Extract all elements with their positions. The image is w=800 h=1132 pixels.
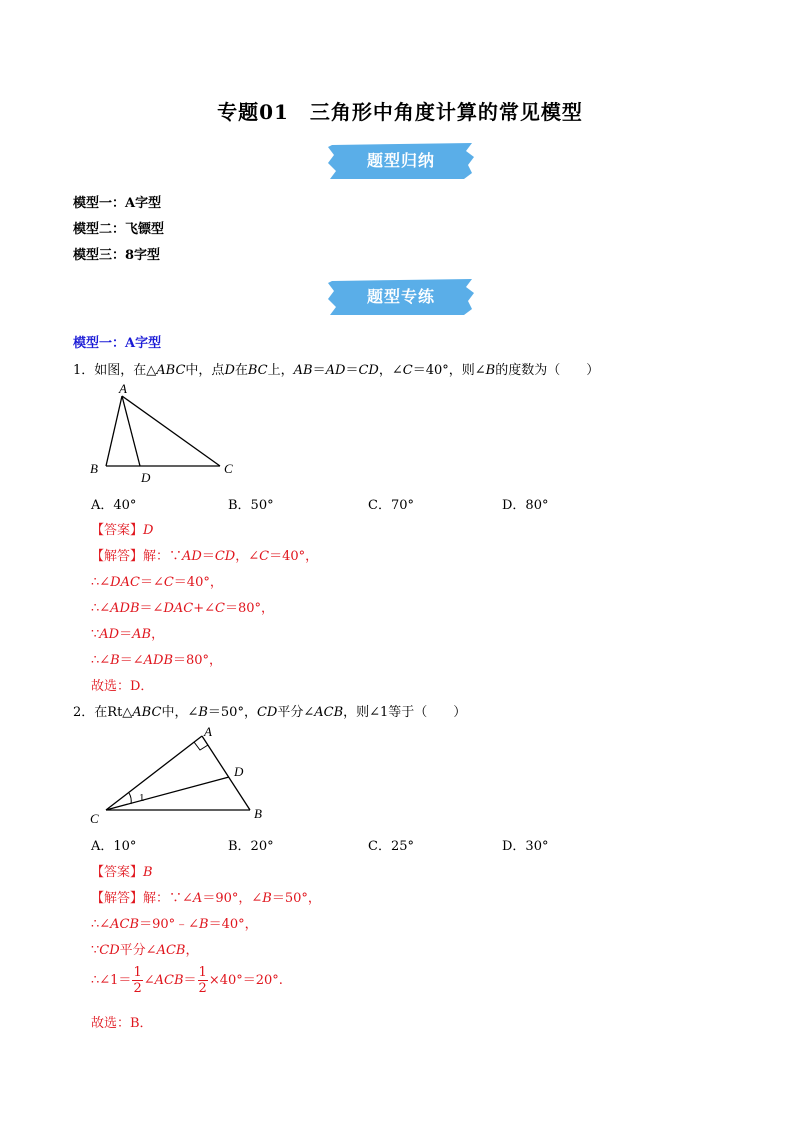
- vertex-label-d: D: [234, 764, 244, 779]
- q1-analysis-line-2: ∴∠DAC＝∠C＝40°，: [91, 575, 223, 590]
- q2-analysis-line-4: ∴∠1＝ $\frac{1}{2}$ ∠ACB＝ $\frac{1}{2}$ ×40°＝20°.: [91, 965, 283, 996]
- q2-analysis-line-1: 【解答】解：∵∠A＝90°，∠B＝50°，: [91, 891, 321, 906]
- vertex-label-c: C: [90, 811, 99, 826]
- question-1-stem: 1．如图，在△ABC中，点D在BC上，AB＝AD＝CD，∠C＝40°，则∠B的度数为（ ）: [73, 363, 600, 378]
- question-2-figure: [84, 722, 274, 830]
- answer-label: 【答案】: [91, 523, 144, 538]
- vertex-label-a: A: [119, 381, 127, 396]
- angle-1-label: 1: [139, 792, 145, 804]
- q2-option-b[interactable]: B．20°: [228, 839, 274, 854]
- model-item-1: 模型一：A字型: [73, 196, 162, 211]
- answer-label: 【答案】: [91, 865, 144, 880]
- q1-option-c[interactable]: C．70°: [368, 498, 414, 513]
- q2-option-c[interactable]: C．25°: [368, 839, 414, 854]
- vertex-label-b: B: [254, 806, 262, 821]
- q2-option-d[interactable]: D．30°: [502, 839, 549, 854]
- question-2-stem: 2．在Rt△ABC中，∠B＝50°，CD平分∠ACB，则∠1等于（ ）: [73, 705, 467, 720]
- model-item-2: 模型二：飞镖型: [73, 222, 165, 237]
- q1-analysis-line-5: ∴∠B＝∠ADB＝80°，: [91, 653, 223, 668]
- analysis-label: 【解答】: [91, 891, 144, 906]
- answer-value: D: [143, 523, 154, 538]
- q1-option-a[interactable]: A．40°: [91, 498, 137, 513]
- question-1-figure: [84, 380, 244, 486]
- angle-1-arc: [129, 793, 131, 804]
- banner-label: 题型专练: [366, 287, 435, 306]
- q2-conclusion: 故选：B．: [91, 1016, 153, 1031]
- page-title: 专题01 三角形中角度计算的常见模型: [217, 100, 583, 124]
- q1-analysis-line-1: 【解答】解：∵AD＝CD，∠C＝40°，: [91, 549, 319, 564]
- side-ab: [106, 396, 122, 466]
- model-item-3: 模型三：8字型: [73, 248, 161, 263]
- question-number: 2．: [73, 705, 95, 720]
- q1-answer: [91, 519, 153, 538]
- fraction-half: $\frac{1}{2}$: [133, 965, 142, 996]
- bisector-cd: [106, 777, 229, 810]
- banner-label: 题型归纳: [366, 151, 435, 170]
- q2-option-a[interactable]: A．10°: [91, 839, 137, 854]
- q1-analysis-line-4: ∵AD＝AB，: [91, 627, 165, 642]
- answer-value: B: [143, 865, 153, 880]
- vertex-label-c: C: [224, 461, 233, 476]
- q1-option-d[interactable]: D．80°: [502, 498, 549, 513]
- vertex-label-a: A: [204, 724, 212, 739]
- q1-option-b[interactable]: B．50°: [228, 498, 274, 513]
- q2-answer: [91, 861, 153, 880]
- question-number: 1．: [73, 363, 95, 378]
- vertex-label-d: D: [141, 470, 151, 485]
- section-banner-types: [326, 141, 476, 181]
- side-ca: [106, 736, 202, 810]
- q1-conclusion: 故选：D．: [91, 679, 154, 694]
- q2-analysis-line-2: ∴∠ACB＝90°﹣∠B＝40°，: [91, 917, 258, 932]
- vertex-label-b: B: [90, 461, 98, 476]
- q2-analysis-line-3: ∵CD平分∠ACB，: [91, 943, 199, 958]
- section-heading: 模型一：A字型: [73, 336, 162, 351]
- q1-analysis-line-3: ∴∠ADB＝∠DAC+∠C＝80°，: [91, 601, 275, 616]
- fraction-half: $\frac{1}{2}$: [198, 965, 207, 996]
- analysis-label: 【解答】: [91, 549, 144, 564]
- section-banner-practice: [326, 277, 476, 317]
